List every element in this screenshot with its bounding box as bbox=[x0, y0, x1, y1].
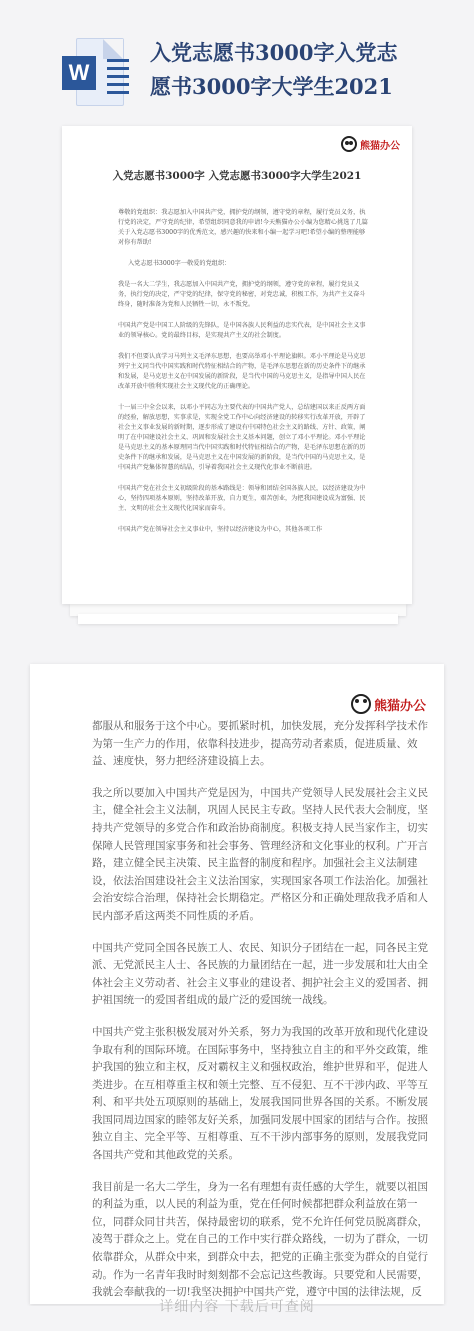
document-body bbox=[92, 718, 432, 1304]
paragraph: 我之所以要加入中国共产党是因为，中国共产党领导人民发展社会主义民主，健全社会主义法制，巩固人民民主专政。坚持人民代表大会制度，坚持共产党领导的多党合作和政治协商制度。积极支持人民当家作主，切实保障人民管理国家事务和社会事务、管理经济和文化事业的权利。广开言路，建立健全民主决策、民主监督的制度和程序。加强社会主义法制建设，依法治国建设社会主义法治国家，实现国家各项工作法治化。加强社会治安综合治理，保持社会长期稳定。严格区分和正确处理敌我矛盾和人民内部矛盾这两类不同性质的矛盾。 bbox=[92, 786, 428, 922]
brand-logo bbox=[351, 694, 426, 714]
brand-logo bbox=[341, 136, 400, 152]
document-body bbox=[118, 208, 368, 546]
paragraph: 中国共产党是中国工人阶级的先锋队，是中国各族人民利益的忠实代表，是中国社会主义事业的领导核心。党的最终目标，是实现共产主义的社会制度。 bbox=[118, 322, 366, 339]
document-page-1 bbox=[62, 126, 412, 604]
document-title: 入党志愿书3000字 入党志愿书3000字大学生2021 bbox=[112, 170, 362, 182]
page-title-line1: 入党志愿书3000字入党志 bbox=[150, 40, 398, 65]
document-page-2 bbox=[30, 664, 444, 1304]
page-title bbox=[150, 36, 470, 104]
panda-icon bbox=[341, 136, 357, 152]
paragraph: 都服从和服务于这个中心。要抓紧时机，加快发展，充分发挥科学技术作为第一生产力的作用，依靠科技进步，提高劳动者素质，促进质量、效益、速度快，努力把经济建设搞上去。 bbox=[92, 720, 428, 768]
page-title-line2: 愿书3000字大学生2021 bbox=[150, 74, 393, 99]
paragraph: 中国共产党主张积极发展对外关系，努力为我国的改革开放和现代化建设争取有利的国际环境。在国际事务中，坚持独立自主的和平外交政策，维护我国的独立和主权，反对霸权主义和强权政治，维护世界和平，促进人类进步。在互相尊重主权和领土完整、互不侵犯、互不干涉内政、平等互利、和平共处五项原则的基础上，发展我国同世界各国的关系。不断发展我国同周边国家的睦邻友好关系，加强同发展中国家的团结与合作。按照独立自主、完全平等、互相尊重、互不干涉内部事务的原则，发展我党同各国共产党和其他政党的关系。 bbox=[92, 1025, 428, 1162]
paragraph: 入党志愿书3000字一敬爱的党组织： bbox=[128, 260, 231, 267]
paragraph: 中国共产党在领导社会主义事业中，坚持以经济建设为中心，其他各项工作 bbox=[118, 526, 323, 533]
paragraph: 尊敬的党组织：我志愿加入中国共产党，拥护党的纲领，遵守党的章程，履行党员义务，执行党的决定，严守党的纪律，希望组织同意我的申请!今天熊猫办公小编为您精心挑选了几篇关于入党志愿书3000字的优秀范文，感兴趣的快来和小编一起学习吧!希望小编的整理能够对你有帮助! bbox=[118, 209, 368, 246]
word-lines bbox=[107, 59, 129, 99]
brand-logo-text: 熊猫办公 bbox=[373, 698, 426, 714]
word-badge: W bbox=[62, 56, 96, 90]
download-hint[interactable]: 详细内容 下载后可查阅 bbox=[159, 1299, 315, 1315]
paragraph: 我们不但要认真学习马列主义毛泽东思想，也要高举邓小平理论旗帜。邓小平理论是马克思列宁主义同当代中国实践和时代特征相结合的产物，是毛泽东思想在新的历史条件下的继承和发展，是马克思主义在中国发展的新阶段，是当代中国的马克思主义，是指导中国人民在改革开放中胜利实现社会主义现代化的正确理论。 bbox=[118, 353, 366, 390]
paragraph: 中国共产党在社会主义初级阶段的基本路线是：领导和团结全国各族人民，以经济建设为中心，坚持四项基本原则，坚持改革开放，自力更生，艰苦创业，为把我国建设成为富强、民主、文明的社会主义现代化国家而奋斗。 bbox=[118, 485, 366, 512]
page-stack-shadow bbox=[78, 614, 398, 624]
paragraph: 我目前是一名大二学生，身为一名有理想有责任感的大学生，就要以祖国的利益为重，以人民的利益为重，党在任何时候都把群众利益放在第一位，同群众同甘共苦，保持最密切的联系，党不允许任何党员脱离群众，凌驾于群众之上。党在自己的工作中实行群众路线，一切为了群众，一切依靠群众，从群众中来，到群众中去，把党的正确主张变为群众的自觉行动。作为一名青年我时时刻刻都不会忘记这些教诲。只要党和人民需要，我就会奉献我的一切!我坚决拥护中国共产党，遵守中国的法律法规，反 bbox=[92, 1180, 428, 1299]
paragraph: 我是一名大二学生，我志愿加入中国共产党，拥护党的纲领，遵守党的章程，履行党员义务，执行党的决定，严守党的纪律，保守党的秘密，对党忠诚，积极工作，为共产主义奋斗终身，随时准备为党和人民牺牲一切，永不叛党。 bbox=[118, 281, 366, 308]
panda-icon bbox=[351, 694, 371, 714]
brand-logo-text: 熊猫办公 bbox=[360, 140, 400, 152]
header bbox=[0, 0, 474, 120]
paragraph: 中国共产党同全国各民族工人、农民、知识分子团结在一起，同各民主党派、无党派民主人士、各民族的力量团结在一起，进一步发展和壮大由全体社会主义劳动者、社会主义事业的建设者、拥护社会主义的爱国者、拥护祖国统一的爱国者组成的最广泛的爱国统一战线。 bbox=[92, 941, 428, 1007]
paragraph: 十一届三中全会以来，以邓小平同志为主要代表的中国共产党人，总结建国以来正反两方面的经验，解放思想，实事求是，实现全党工作中心向经济建设的转移实行改革开放，开辟了社会主义事业发展的新时期，逐步形成了建设有中国特色社会主义的路线、方针、政策，阐明了在中国建设社会主义、巩固和发展社会主义基本问题，创立了邓小平理论。邓小平理论是马克思主义的基本原理同当代中国实践和时代特征相结合的产物，是毛泽东思想在新的历史条件下的继承和发展，是马克思主义在中国发展的新阶段，是当代中国的马克思主义，是中国共产党集体智慧的结晶，引导着我国社会主义现代化事业不断前进。 bbox=[118, 404, 366, 471]
word-document-icon bbox=[62, 38, 124, 104]
